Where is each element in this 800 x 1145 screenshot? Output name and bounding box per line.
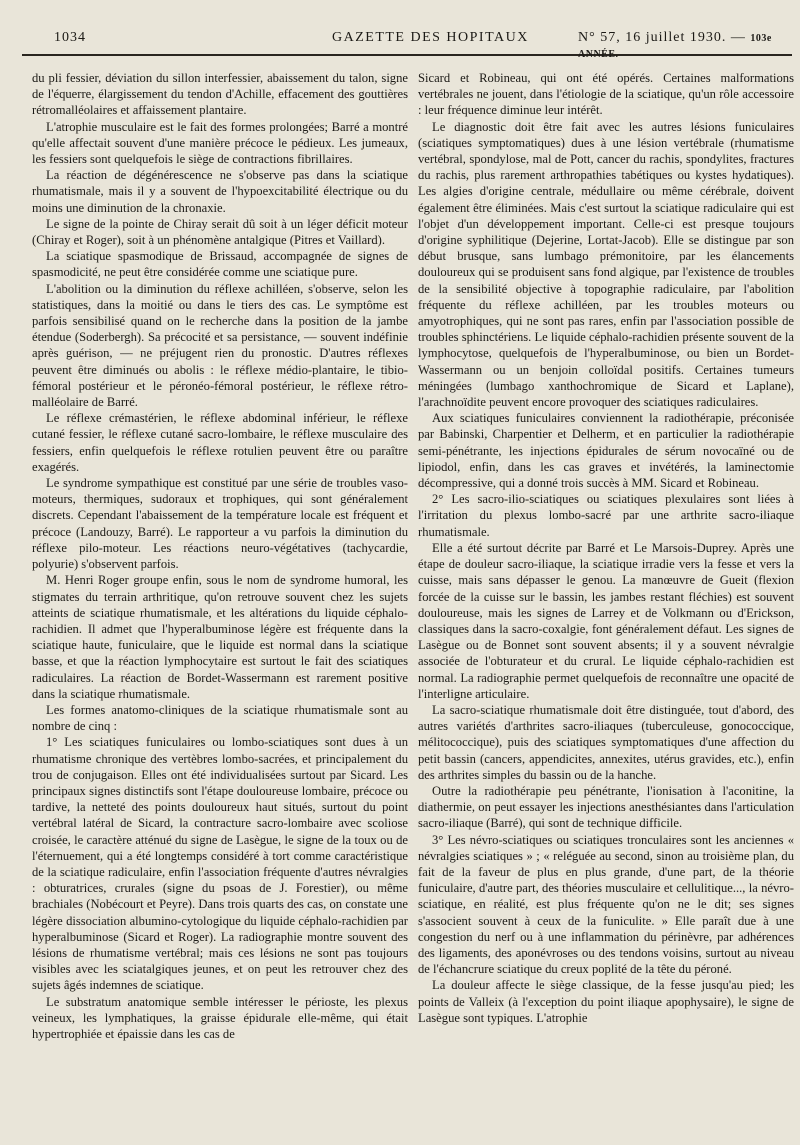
paragraph: 2° Les sacro-ilio-sciatiques ou sciatiques plexulaires sont liées à l'irritation du plexus lombo-sacré par une arthrite sacro-iliaque rhumatismale. [418, 492, 794, 539]
page-number: 1034 [54, 30, 86, 45]
paragraph: 3° Les névro-sciatiques ou sciatiques tronculaires sont les anciennes « névralgies sciatiques » ; « reléguée au second, sinon au troisième plan, du fait de la faveur de plus en plus grande, d'une part, de la théorie funiculaire, d'autre part, des théories musculaire et cellulitique..., la névro-sciatique, en réalité, est plus fréquente qu'on ne le dit; ses signes s'associent souvent à ceux de la funiculite. » Elle paraît due à une congestion du nerf ou à une inflammation du périnèvre, par adhérences des ligaments, des aponévroses ou des tendons voisins, surtout au niveau de l'échancrure sciatique du creux poplité de la tête du péroné. [418, 832, 794, 977]
left-column [32, 70, 408, 1140]
paragraph: Le diagnostic doit être fait avec les autres lésions funiculaires (sciatiques symptomatiques) dues à une lésion vertébrale (rhumatisme vertébral, spondylose, mal de Pott, cancer du rachis, spondylites, fractures du rachis, plus rarement arthropathies tabétiques ou kystes hydatiques). Les algies d'origine centrale, médullaire ou même cérébrale, doivent également être éliminées. Mais c'est surtout la sciatique radiculaire qui est l'objet d'un développement important. Celle-ci est presque toujours d'origine syphilitique (Dejerine, Lortat-Jacob). Elle se distingue par son début brusque, sans lumbago prémonitoire, par les élancements douloureux qui se produisent sans fond algique, par l'existence de troubles de la sensibilité objective à topographie radiculaire, par l'abolition fréquente du réflexe achilléen, par les troubles moteurs ou amyotrophiques, qui ne sont pas rares, enfin par l'association possible de troubles sphinctériens. Le liquide céphalo-rachidien présente souvent de la lymphocytose, quelquefois de l'hyperalbuminose, ou bien un Bordet-Wassermann ou un benjoin colloïdal positifs. Certaines tumeurs méningées (lumbago xanthochromique de Sicard et Laplane), l'arachnoïdite peuvent encore provoquer des sciatiques radiculaires. [418, 119, 794, 410]
paragraph: Les formes anatomo-cliniques de la sciatique rhumatismale sont au nombre de cinq : [32, 702, 408, 734]
paragraph: Outre la radiothérapie peu pénétrante, l'ionisation à l'aconitine, la diathermie, on peut essayer les injections anesthésiantes dans l'articulation sacro-iliaque (Barré), qui sont de technique difficile. [418, 783, 794, 831]
paragraph: Sicard et Robineau, qui ont été opérés. Certaines malformations vertébrales ne jouent, dans l'étiologie de la sciatique, qu'un rôle accessoire : leur fréquence diminue leur intérêt. [418, 71, 794, 118]
page-header [22, 26, 792, 60]
paragraph: La sciatique spasmodique de Brissaud, accompagnée de signes de spasmodicité, ne peut être considérée comme une sciatique pure. [32, 249, 408, 280]
paragraph: L'atrophie musculaire est le fait des formes prolongées; Barré a montré qu'elle affectait souvent d'une manière précoce le pédieux. Les jumeaux, les fessiers sont quelquefois le siège de contractions fibrillaires. [32, 119, 408, 167]
right-column [418, 70, 794, 1140]
paragraph: Le syndrome sympathique est constitué par une série de troubles vaso-moteurs, thermiques, sudoraux et trophiques, qui sont généralement discrets. Cependant l'abaissement de la température locale est fréquent et précoce (Landouzy, Barré). Le rapporteur a vu parfois la diminution du réflexe pilo-moteur. Les réactions neuro-végétatives (tachycardie, polyurie) s'observent parfois. [32, 476, 408, 572]
year-label: 103e ANNÉE. [578, 33, 772, 60]
journal-title: GAZETTE DES HOPITAUX [332, 30, 529, 45]
paragraph: Le signe de la pointe de Chiray serait dû soit à un léger déficit moteur (Chiray et Roger), soit à un phénomène antalgique (Pitres et Vaillard). [32, 216, 408, 248]
issue-date: N° 57, 16 juillet 1930. — [578, 30, 746, 45]
paragraph: 1° Les sciatiques funiculaires ou lombo-sciatiques sont dues à un rhumatisme chronique des vertèbres lombo-sacrées, et principalement du trou de conjugaison. Elles ont été individualisées surtout par Sicard. Les principaux signes distinctifs sont l'étape douloureuse lombaire, précoce ou tardive, la netteté des points douloureux haut situés, surtout du point vertébral latéral de Sicard, la contracture sacro-lombaire avec scoliose croisée, le caractère atténué du signe de Lasègue, le signe de la toux ou de l'éternuement, qui a été longtemps considéré à tort comme caractéristique de la sciatique radiculaire, enfin l'association fréquente d'autres névralgies : obturatrices, crurales (signe du psoas de J. Forestier), ou même brachiales (Nobécourt et Peyre). Dans trois quarts des cas, on constate une légère dissociation albumino-cytologique du liquide céphalo-rachidien par hyperalbuminose (Sicard et Roger). La radiographie montre souvent des lésions de rhumatisme vertébral; mais ces lésions ne sont pas toujours visibles avec les sciatalgiques jeunes, et on peut les retrouver chez des sujets âgés indemnes de sciatique. [32, 735, 408, 993]
paragraph: du pli fessier, déviation du sillon interfessier, abaissement du talon, signe de l'équerre, élargissement du tendon d'Achille, effacement des gouttières rétromalléolaires et affaissement plantaire. [32, 71, 408, 118]
issue-info [578, 30, 792, 62]
paragraph: M. Henri Roger groupe enfin, sous le nom de syndrome humoral, les stigmates du terrain arthritique, qu'on retrouve souvent chez les sujets atteints de sciatique rhumatismale, et les altérations du liquide céphalo-rachidien. Il admet que l'hyperalbuminose légère est fréquente dans la sciatique haute, funiculaire, que le liquide est normal dans la sciatique basse, et que la réaction lymphocytaire est surtout le fait des sciatiques radiculaires. La réaction de Bordet-Wassermann est rarement positive dans la sciatique rhumatismale. [32, 573, 408, 701]
paragraph: Aux sciatiques funiculaires conviennent la radiothérapie, préconisée par Babinski, Charpentier et Delherm, et en particulier la radiothérapie semi-pénétrante, les injections épidurales de sérum novocaïné ou de lipiodol, enfin, dans les cas graves et invétérés, la laminectomie décompressive, qui a donné trois succès à MM. Sicard et Robineau. [418, 411, 794, 491]
paragraph: La sacro-sciatique rhumatismale doit être distinguée, tout d'abord, des autres variétés d'arthrites sacro-iliaques (tuberculeuse, gonococcique, mélitococcique), puis des sciatiques symptomatiques d'une affection du petit bassin (cancers, appendicites, annexites, utérus gravides, etc.), enfin des arthrites simples du bassin ou de la hanche. [418, 702, 794, 782]
paragraph: La réaction de dégénérescence ne s'observe pas dans la sciatique rhumatismale, mais il y a souvent de l'hypoexcitabilité électrique ou du moins une diminution de la chronaxie. [32, 168, 408, 215]
paragraph: La douleur affecte le siège classique, de la fesse jusqu'au pied; les points de Valleix (à l'exception du point iliaque apophysaire), le signe de Lasègue sont typiques. L'atrophie [418, 978, 794, 1025]
paragraph: Le substratum anatomique semble intéresser le périoste, les plexus veineux, les lymphatiques, la graisse épidurale elle-même, qui était hypertrophiée et épaissie dans les cas de [32, 994, 408, 1041]
paragraph: Le réflexe crémastérien, le réflexe abdominal inférieur, le réflexe cutané fessier, le réflexe cutané sacro-lombaire, le réflexe musculaire des fessiers, enfin quelquefois le réflexe rotulien peuvent être ou paraître exagérés. [32, 411, 408, 474]
paragraph: Elle a été surtout décrite par Barré et Le Marsois-Duprey. Après une étape de douleur sacro-iliaque, la sciatique irradie vers la fesse et vers la cuisse, mais sans dépasser le genou. La manœuvre de Gueit (flexion forcée de la cuisse sur le bassin, les jambes restant fléchies) est souvent douloureuse, mais les signes de Larrey et de Volkmann ou d'Erickson, classiques dans la sacro-coxalgie, font généralement défaut. Les signes de Lasègue ou de Bonnet sont souvent absents; il y a souvent névralgie associée de l'obturateur et du crural. Le liquide céphalo-rachidien est normal. La radiographie permet quelquefois de reconnaître une opacité de l'interligne articulaire. [418, 540, 794, 701]
paragraph: L'abolition ou la diminution du réflexe achilléen, s'observe, selon les statistiques, dans la moitié ou dans le tiers des cas. Le symptôme est parfois sensibilisé quand on le recherche dans la position de la jambe étendue (Soderbergh). Sa précocité et sa persistance, — souvent indéfinie après guérison, — ne préjugent rien du pronostic. D'autres réflexes peuvent être diminués ou abolis : le réflexe médio-plantaire, le tibio-fémoral postérieur et le péronéo-fémoral postérieur, le réflexe rétro-malléolaire de Barré. [32, 281, 408, 410]
